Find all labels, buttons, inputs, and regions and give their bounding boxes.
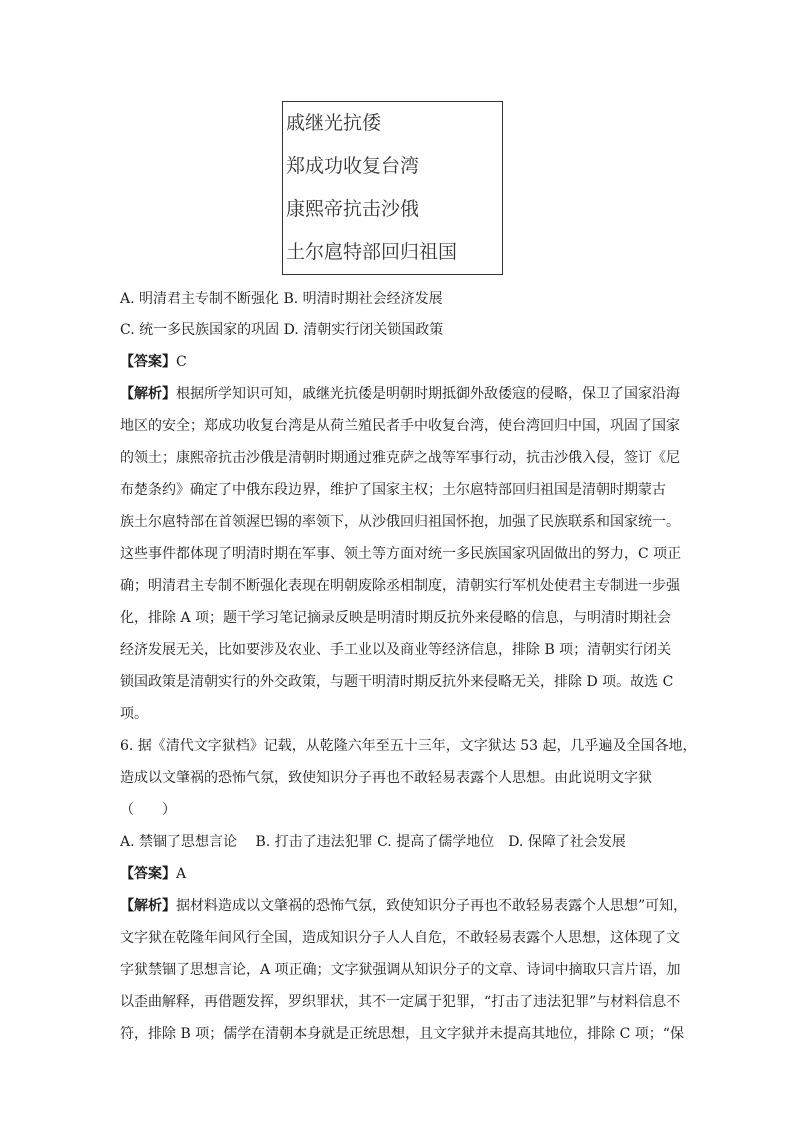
material-line: 戚继光抗倭 (286, 112, 382, 134)
q5-analysis-line: 这些事件都体现了明清时期在军事、领土等方面对统一多民族国家巩固做出的努力，C 项正 (120, 546, 682, 562)
q5-analysis-line (120, 384, 680, 404)
material-line: 土尔扈特部回归祖国 (286, 241, 458, 263)
q5-analysis-line: 族土尔扈特部在首领渥巴锡的率领下，从沙俄回归祖国怀抱，加强了民族联系和国家统一。 (120, 514, 680, 530)
material-box (282, 101, 503, 275)
q5-analysis-line: 锁国政策是清朝实行的外交政策，与题干明清时期反抗外来侵略无关，排除 D 项。故选 C (120, 674, 674, 690)
analysis-label: 【解析】 (120, 898, 176, 914)
answer-value: A (176, 866, 187, 882)
analysis-text: 据材料造成以文肇祸的恐怖气氛，致使知识分子再也不敢轻易表露个人思想”可知， (176, 898, 688, 914)
analysis-label: 【解析】 (120, 386, 176, 402)
q6-stem-line: 6. 据《清代文字狱档》记载，从乾隆六年至五十三年，文字狱达 53 起，几乎遍及全国各地， (120, 738, 697, 754)
q6-analysis-line: 符，排除 B 项；儒学在清朝本身就是正统思想，且文字狱并未提高其地位，排除 C 项；“保 (120, 1026, 684, 1042)
q5-analysis-line: 地区的安全；郑成功收复台湾是从荷兰殖民者手中收复台湾，使台湾回归中国，巩固了国家 (120, 418, 680, 434)
q6-answer (120, 864, 186, 884)
q6-analysis-line: 文字狱在乾隆年间风行全国，造成知识分子人人自危，不敢轻易表露个人思想，这体现了文 (120, 930, 680, 946)
answer-value: C (176, 354, 187, 370)
q5-analysis-line: 经济发展无关，比如要涉及农业、手工业以及商业等经济信息，排除 B 项；清朝实行闭关 (120, 642, 672, 658)
q5-analysis-line: 项。 (120, 706, 148, 722)
analysis-text: 根据所学知识可知，戚继光抗倭是明朝时期抵御外敌倭寇的侵略，保卫了国家沿海 (176, 386, 680, 402)
q6-analysis-line: 以歪曲解释，再借题发挥，罗织罪状，其不一定属于犯罪，“打击了违法犯罪”与材料信息不 (120, 994, 681, 1010)
q5-analysis-line: 布楚条约》确定了中俄东段边界，维护了国家主权；土尔扈特部回归祖国是清朝时期蒙古 (120, 482, 666, 498)
q5-options-line-2: C. 统一多民族国家的巩固 D. 清朝实行闭关锁国政策 (120, 322, 444, 338)
q6-stem-line: 造成以文肇祸的恐怖气氛，致使知识分子再也不敢轻易表露个人思想。由此说明文字狱 (120, 770, 652, 786)
material-line: 康熙帝抗击沙俄 (286, 198, 420, 220)
q5-answer (120, 352, 187, 372)
answer-label: 【答案】 (120, 354, 176, 370)
q6-analysis-line (120, 896, 687, 916)
q5-analysis-line: 确；明清君主专制不断强化表现在明朝废除丞相制度，清朝实行军机处使君主专制进一步强 (120, 578, 680, 594)
q5-analysis-line: 化，排除 A 项；题干学习笔记摘录反映是明清时期反抗外来侵略的信息，与明清时期社会 (120, 610, 672, 626)
q5-options-line-1: A. 明清君主专制不断强化 B. 明清时期社会经济发展 (120, 291, 443, 307)
q6-stem-line: （ ） (120, 802, 176, 818)
material-line: 郑成功收复台湾 (286, 155, 420, 177)
q5-analysis-line: 的领土；康熙帝抗击沙俄是清朝时期通过雅克萨之战等军事行动，抗击沙俄入侵，签订《尼 (120, 450, 680, 466)
answer-label: 【答案】 (120, 866, 176, 882)
q6-options-line: A. 禁锢了思想言论 B. 打击了违法犯罪 C. 提高了儒学地位 D. 保障了社会发展 (120, 834, 626, 850)
q6-analysis-line: 字狱禁锢了思想言论，A 项正确；文字狱强调从知识分子的文章、诗词中摘取只言片语，加 (120, 962, 681, 978)
